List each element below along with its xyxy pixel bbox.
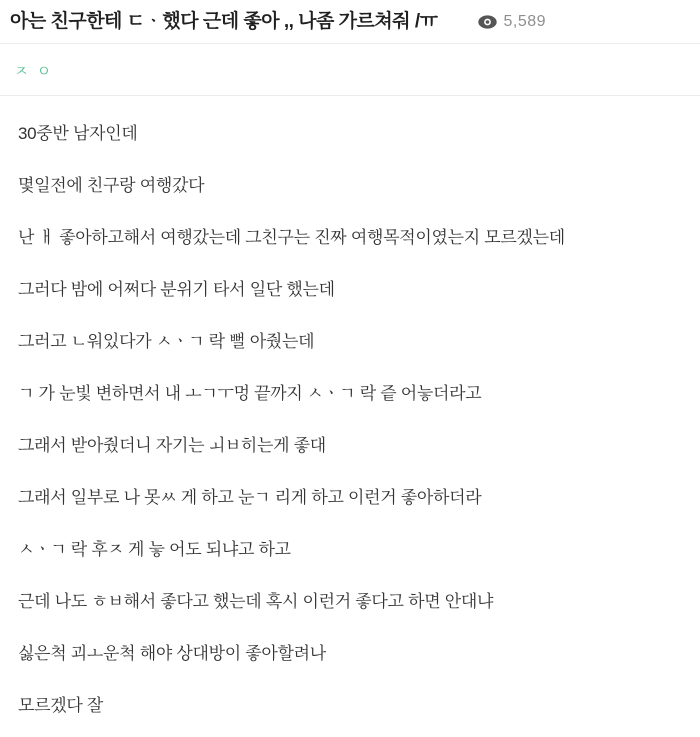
eye-icon — [478, 15, 497, 29]
post-paragraph: 그래서 받아줬더니 자기는 ㅚㅂ히는게 좋대 — [18, 436, 326, 455]
post-meta — [0, 44, 700, 95]
post-paragraph: ㅅㆍㄱ 락 후ㅈ 게 늫 어도 되냐고 하고 — [18, 540, 291, 559]
post-paragraph: 근데 나도 ㅎㅂ해서 좋다고 했는데 혹시 이런거 좋다고 하면 안대냐 — [18, 592, 494, 611]
post-body — [0, 96, 700, 718]
post-paragraph: 그러다 밤에 어쩌다 분위기 타서 일단 했는데 — [18, 280, 335, 299]
author-link[interactable]: ㅈ ㅇ — [14, 63, 54, 80]
view-count: 5,589 — [503, 12, 547, 30]
post-header — [0, 0, 700, 43]
page-title: 아는 친구한테 ㄷᆞ했다 근데 좋아 ,, 나좀 가르쳐줘 /ㅠ — [10, 11, 438, 32]
post-paragraph: 모르겠다 잘 — [18, 696, 104, 715]
post-paragraph: 그러고 ㄴ워있다가 ㅅㆍㄱ 락 뻘 아줬는데 — [18, 332, 315, 351]
post-paragraph: 그래서 일부로 나 못ㅆ 게 하고 눈ㄱ 리게 하고 이런거 좋아하더라 — [18, 488, 482, 507]
post-paragraph: 몇일전에 친구랑 여행갔다 — [18, 176, 205, 195]
view-counter — [478, 13, 547, 31]
post-paragraph: 난 ㅐ 좋아하고해서 여행갔는데 그친구는 진짜 여행목적이였는지 모르겠는데 — [18, 228, 565, 247]
post-paragraph: ㄱ 가 눈빛 변하면서 내 ㅗㄱㅜ멍 끝까지 ㅅㆍㄱ 락 즡 어늫더라고 — [18, 384, 482, 403]
post-paragraph: 30중반 남자인데 — [18, 124, 138, 143]
post-paragraph: 싫은척 괴ㅗ운척 해야 상대방이 좋아할려나 — [18, 644, 326, 663]
